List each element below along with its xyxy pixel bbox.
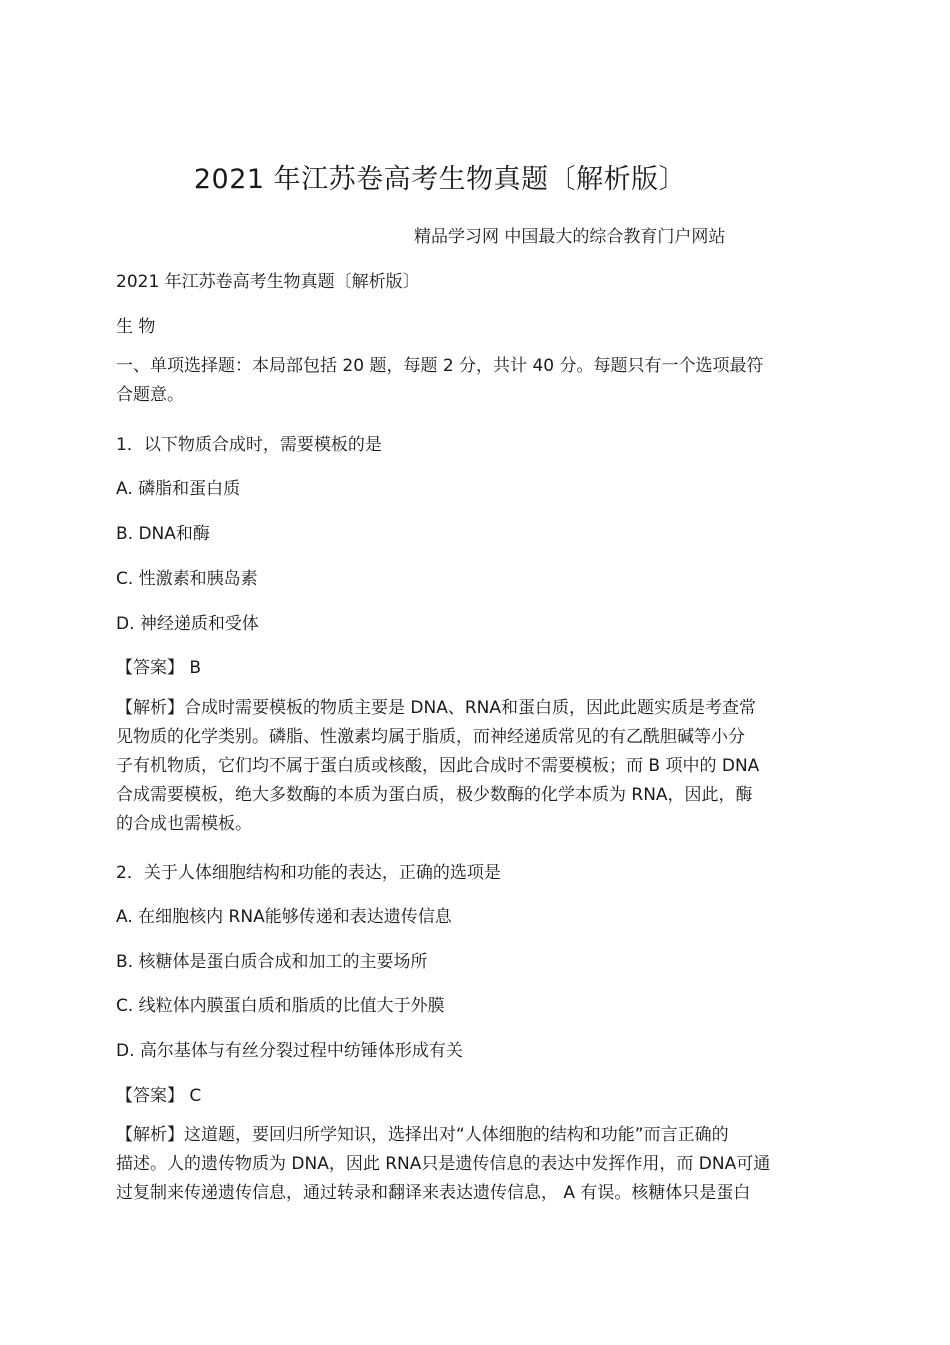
- question-1-option-d: D. 神经递质和受体: [116, 614, 259, 634]
- analysis-line: 【解析】这道题，要回归所学知识，选择出对“人体细胞的结构和功能”而言正确的: [116, 1125, 729, 1145]
- question-1-answer: 【答案】 B: [116, 658, 202, 678]
- analysis-line: 【解析】合成时需要模板的物质主要是 DNA、RNA和蛋白质，因此此题实质是考查常: [116, 698, 756, 718]
- analysis-line: 描述。人的遗传物质为 DNA，因此 RNA只是遗传信息的表达中发挥作用，而 DNA可通: [116, 1154, 771, 1174]
- analysis-line: 的合成也需模板。: [116, 814, 252, 834]
- question-2-option-a: A. 在细胞核内 RNA能够传递和表达遗传信息: [116, 907, 452, 927]
- section-intro-line: 合题意。: [116, 385, 184, 405]
- question-1-stem: 1．以下物质合成时，需要模板的是: [116, 435, 382, 455]
- question-1-option-c: C. 性激素和胰岛素: [116, 569, 258, 589]
- question-2-stem: 2．关于人体细胞结构和功能的表达，正确的选项是: [116, 863, 501, 883]
- question-2-answer: 【答案】 C: [116, 1086, 202, 1106]
- analysis-line: 过复制来传递遗传信息，通过转录和翻译来表达遗传信息， A 有误。核糖体只是蛋白: [116, 1183, 751, 1203]
- analysis-line: 见物质的化学类别。磷脂、性激素均属于脂质，而神经递质常见的有乙酰胆碱等小分: [116, 727, 745, 747]
- question-1-option-a: A. 磷脂和蛋白质: [116, 479, 241, 499]
- question-2-option-d: D. 高尔基体与有丝分裂过程中纺锤体形成有关: [116, 1041, 463, 1061]
- analysis-line: 合成需要模板，绝大多数酶的本质为蛋白质，极少数酶的化学本质为 RNA，因此，酶: [116, 785, 753, 805]
- page-title: 2021 年江苏卷高考生物真题〔解析版〕: [193, 164, 687, 195]
- doc-subtitle: 2021 年江苏卷高考生物真题〔解析版〕: [116, 272, 420, 292]
- analysis-line: 子有机物质，它们均不属于蛋白质或核酸，因此合成时不需要模板；而 B 项中的 DNA: [116, 756, 760, 776]
- question-1-analysis: [116, 694, 832, 839]
- question-2-option-b: B. 核糖体是蛋白质合成和加工的主要场所: [116, 952, 428, 972]
- question-2-analysis: [116, 1121, 832, 1208]
- question-1-option-b: B. DNA和酶: [116, 524, 210, 544]
- source-line: 精品学习网 中国最大的综合教育门户网站: [414, 227, 726, 247]
- subject-heading: 生 物: [116, 317, 156, 337]
- section-intro: [116, 352, 832, 410]
- question-2-option-c: C. 线粒体内膜蛋白质和脂质的比值大于外膜: [116, 996, 445, 1016]
- section-intro-line: 一、单项选择题：本局部包括 20 题，每题 2 分，共计 40 分。每题只有一个选项最符: [116, 356, 764, 376]
